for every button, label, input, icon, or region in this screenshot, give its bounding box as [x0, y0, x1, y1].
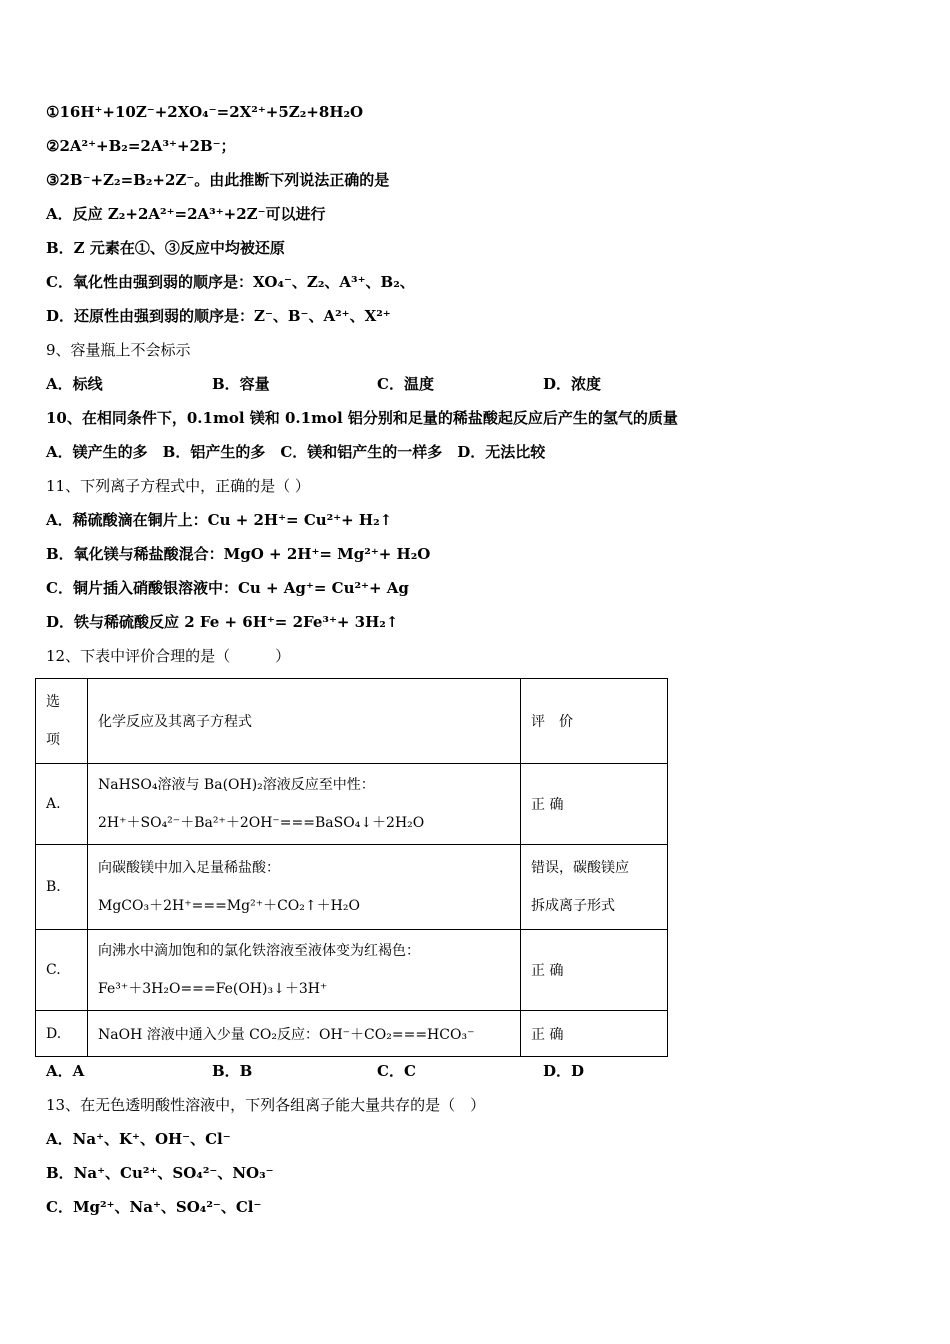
- q9-option-c: C．温度: [377, 375, 434, 393]
- q12-stem: 12、下表中评价合理的是（ ）: [46, 647, 291, 665]
- row-equation-line-1: NaHSO₄溶液与 Ba(OH)₂溶液反应至中性：: [98, 777, 375, 793]
- row-equation-line-1: 向沸水中滴加饱和的氯化铁溶液至液体变为红褐色：: [98, 943, 420, 959]
- row-evaluation-line-1: 正 确: [531, 963, 564, 979]
- header-evaluation-label: 评 价: [531, 714, 573, 730]
- row-option: D.: [36, 1011, 88, 1057]
- q11-option-b: B．氧化镁与稀盐酸混合：MgO + 2H⁺= Mg²⁺+ H₂O: [46, 545, 431, 563]
- row-evaluation: [521, 845, 668, 930]
- header-equation-cell: [88, 679, 521, 764]
- row-equation-line-1: NaOH 溶液中通入少量 CO₂反应：OH⁻＋CO₂===HCO₃⁻: [98, 1026, 475, 1043]
- row-equation-line-2: 2H⁺＋SO₄²⁻＋Ba²⁺＋2OH⁻===BaSO₄↓＋2H₂O: [98, 815, 425, 831]
- row-equation-line-2: Fe³⁺＋3H₂O===Fe(OH)₃↓＋3H⁺: [98, 981, 328, 997]
- header-evaluation-cell: [521, 679, 668, 764]
- header-option-label-bottom: 项: [46, 732, 60, 748]
- row-equation-line-2: MgCO₃＋2H⁺===Mg²⁺＋CO₂↑＋H₂O: [98, 898, 360, 914]
- row-equation: [88, 845, 521, 930]
- q8-option-b: B．Z 元素在①、③反应中均被还原: [46, 239, 285, 257]
- row-equation: [88, 1011, 521, 1057]
- header-option-label-top: 选: [46, 694, 60, 710]
- row-equation: [88, 764, 521, 845]
- q8-option-d: D．还原性由强到弱的顺序是：Z⁻、B⁻、A²⁺、X²⁺: [46, 307, 391, 325]
- q8-option-a: A．反应 Z₂+2A²⁺=2A³⁺+2Z⁻可以进行: [46, 205, 326, 223]
- row-evaluation-line-1: 正 确: [531, 1026, 564, 1043]
- q8-equation-1: ①16H⁺+10Z⁻+2XO₄⁻=2X²⁺+5Z₂+8H₂O: [46, 103, 364, 121]
- row-evaluation: [521, 1011, 668, 1057]
- row-evaluation-line-2: 拆成离子形式: [531, 898, 615, 914]
- q11-option-c: C．铜片插入硝酸银溶液中：Cu + Ag⁺= Cu²⁺+ Ag: [46, 579, 409, 597]
- header-equation-label: 化学反应及其离子方程式: [98, 714, 252, 730]
- q11-option-d: D．铁与稀硫酸反应 2 Fe + 6H⁺= 2Fe³⁺+ 3H₂↑: [46, 613, 399, 631]
- q8-equation-3: ③2B⁻+Z₂=B₂+2Z⁻。由此推断下列说法正确的是: [46, 171, 390, 189]
- q12-option-d: D．D: [543, 1062, 585, 1080]
- row-evaluation-line-1: 错误，碳酸镁应: [531, 860, 629, 876]
- table-row: [36, 930, 668, 1011]
- row-equation-line-1: 向碳酸镁中加入足量稀盐酸：: [98, 860, 280, 876]
- row-option: B.: [36, 845, 88, 930]
- table-header-row: [36, 679, 668, 764]
- row-evaluation: [521, 930, 668, 1011]
- table-row: [36, 845, 668, 930]
- row-evaluation: [521, 764, 668, 845]
- q9-option-a: A．标线: [46, 375, 103, 393]
- q10-stem: 10、在相同条件下，0.1mol 镁和 0.1mol 铝分别和足量的稀盐酸起反应后产生的氢气的质量: [46, 409, 678, 427]
- row-option: A.: [36, 764, 88, 845]
- q9-option-d: D．浓度: [543, 375, 602, 393]
- q12-option-c: C．C: [377, 1062, 416, 1080]
- q13-option-b: B．Na⁺、Cu²⁺、SO₄²⁻、NO₃⁻: [46, 1164, 274, 1182]
- header-option-cell: [36, 679, 88, 764]
- table-row: [36, 1011, 668, 1057]
- table-row: [36, 764, 668, 845]
- q13-option-a: A．Na⁺、K⁺、OH⁻、Cl⁻: [46, 1130, 231, 1148]
- row-evaluation-line-1: 正 确: [531, 797, 564, 813]
- q12-option-b: B．B: [212, 1062, 253, 1080]
- q13-stem: 13、在无色透明酸性溶液中，下列各组离子能大量共存的是（ ）: [46, 1096, 486, 1114]
- q9-option-b: B．容量: [212, 375, 270, 393]
- q13-option-c: C．Mg²⁺、Na⁺、SO₄²⁻、Cl⁻: [46, 1198, 262, 1216]
- q8-equation-2: ②2A²⁺+B₂=2A³⁺+2B⁻；: [46, 137, 236, 155]
- q9-stem: 9、容量瓶上不会标示: [46, 341, 191, 359]
- q11-stem: 11、下列离子方程式中，正确的是（ ）: [46, 477, 310, 495]
- row-option: C.: [36, 930, 88, 1011]
- q8-option-c: C．氧化性由强到弱的顺序是：XO₄⁻、Z₂、A³⁺、B₂、: [46, 273, 415, 291]
- q12-table: [35, 678, 668, 1057]
- row-equation: [88, 930, 521, 1011]
- q12-option-a: A．A: [46, 1062, 85, 1080]
- q11-option-a: A．稀硫酸滴在铜片上：Cu + 2H⁺= Cu²⁺+ H₂↑: [46, 511, 393, 529]
- q10-options: A．镁产生的多 B．铝产生的多 C．镁和铝产生的一样多 D．无法比较: [46, 443, 546, 461]
